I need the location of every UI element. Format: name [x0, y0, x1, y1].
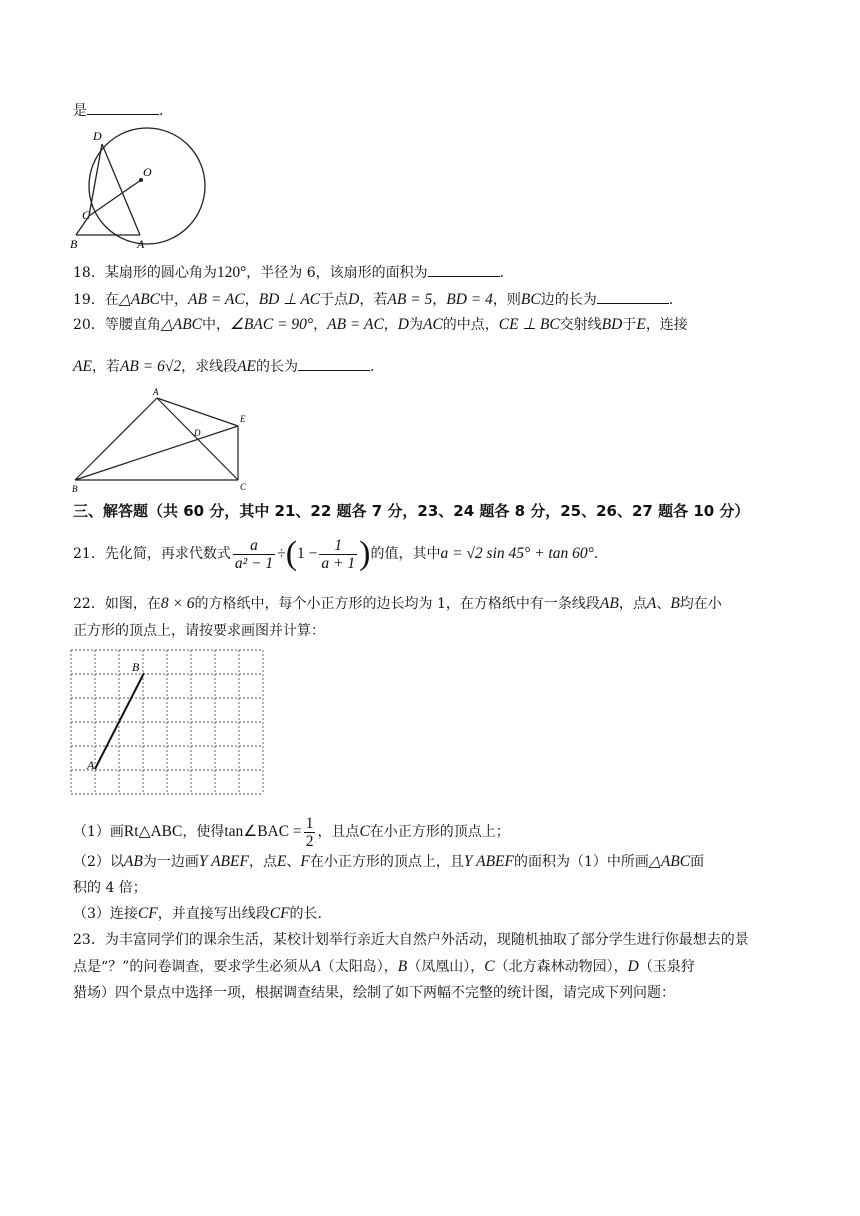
question-22-line-2: 正方形的顶点上，请按要求画图并计算： [73, 623, 325, 639]
text: . [159, 103, 164, 119]
question-19: 19．在△ABC中，AB = AC，BD ⊥ AC于点D，若AB = 5，BD = 4，则BC边的长为 . [73, 291, 674, 308]
question-21: 21．先化简，再求代数式 $\frac{a}{\text{a² − 1}}$ ÷(1 − $\frac{1}{a + 1}$ )的值，其中a = √2 sin 45° + tan 60°. [73, 535, 599, 572]
question-20-line-2: AE，若AB = 6√2，求线段AE的长为 . [73, 358, 375, 375]
segment-co [89, 180, 141, 216]
circle-o [89, 128, 205, 244]
segment-be [75, 426, 238, 480]
question-22-part-1: （1）画Rt△ABC，使得tan∠BAC = $\frac{1}{2}$ ，且点C在小正方形的顶点上； [73, 814, 510, 850]
segment-ae [157, 398, 238, 426]
answer-blank [428, 262, 500, 277]
question-20-line-1: 20．等腰直角△ABC中，∠BAC = 90°，AB = AC，D为AC的中点，CE ⊥ BC交射线BD于E，连接 [73, 316, 688, 333]
fraction-a-over-a2-1: $\frac{a}{\text{a² − 1}}$ [234, 536, 274, 572]
text: 是 [73, 103, 87, 119]
label-c: C [82, 208, 91, 222]
grid-lines [71, 650, 263, 794]
segment-ab [95, 673, 144, 769]
question-23-line-1: 23．为丰富同学们的课余生活，某校计划举行亲近大自然户外活动，现随机抽取了部分学生进行你最想去的景 [73, 932, 749, 948]
fraction-1-over-a-plus-1: $\frac{1}{a + 1}$ [321, 536, 356, 572]
segment-ab [75, 398, 157, 480]
question-22-line-1: 22．如图，在8 × 6的方格纸中，每个小正方形的边长均为 1，在方格纸中有一条线段AB，点A、B均在小 [73, 595, 722, 612]
label-a: A [137, 237, 145, 250]
label-b: B [70, 237, 78, 250]
section-heading-3: 三、解答题（共 60 分，其中 21、22 题各 7 分，23、24 题各 8 分，25、26、27 题各 10 分） [73, 502, 750, 520]
answer-blank [597, 289, 669, 304]
question-22-part-2-line-2: 积的 4 倍； [73, 880, 147, 896]
answer-blank [87, 100, 159, 115]
label-d: D [194, 428, 201, 438]
fraction-1-over-2: $\frac{1}{2}$ [305, 814, 314, 850]
question-18: 18．某扇形的圆心角为120°，半径为 6，该扇形的面积为 . [73, 264, 505, 281]
label-e: E [240, 414, 246, 424]
segment-da [102, 144, 140, 235]
segment-dc [89, 144, 102, 216]
figure-circle-17 [70, 122, 210, 250]
question-23-line-2: 点是“？”的问卷调查，要求学生必须从A（太阳岛），B（凤凰山），C（北方森林动物园），D（玉泉狩 [73, 958, 695, 975]
label-b: B [72, 484, 78, 494]
label-c: C [240, 482, 247, 492]
label-d: D [93, 129, 102, 143]
figure-triangle-20 [70, 386, 250, 494]
question-22-part-3: （3）连接CF，并直接写出线段CF的长. [73, 905, 322, 922]
figure-grid-22 [70, 649, 266, 795]
answer-blank [298, 356, 370, 371]
label-b: B [132, 660, 140, 674]
question-22-part-2-line-1: （2）以AB为一边画Y ABEF，点E、F在小正方形的顶点上，且Y ABEF的面积为（1）中所画△ABC面 [73, 853, 705, 870]
right-paren: ) [359, 535, 371, 572]
answer-line-17 [73, 100, 163, 120]
label-o: O [143, 165, 152, 179]
label-a: A [87, 758, 95, 772]
left-paren: ( [285, 535, 298, 572]
label-a: A [153, 387, 159, 397]
question-23-line-3: 猎场）四个景点中选择一项，根据调查结果，绘制了如下两幅不完整的统计图，请完成下列问题： [73, 985, 675, 1001]
